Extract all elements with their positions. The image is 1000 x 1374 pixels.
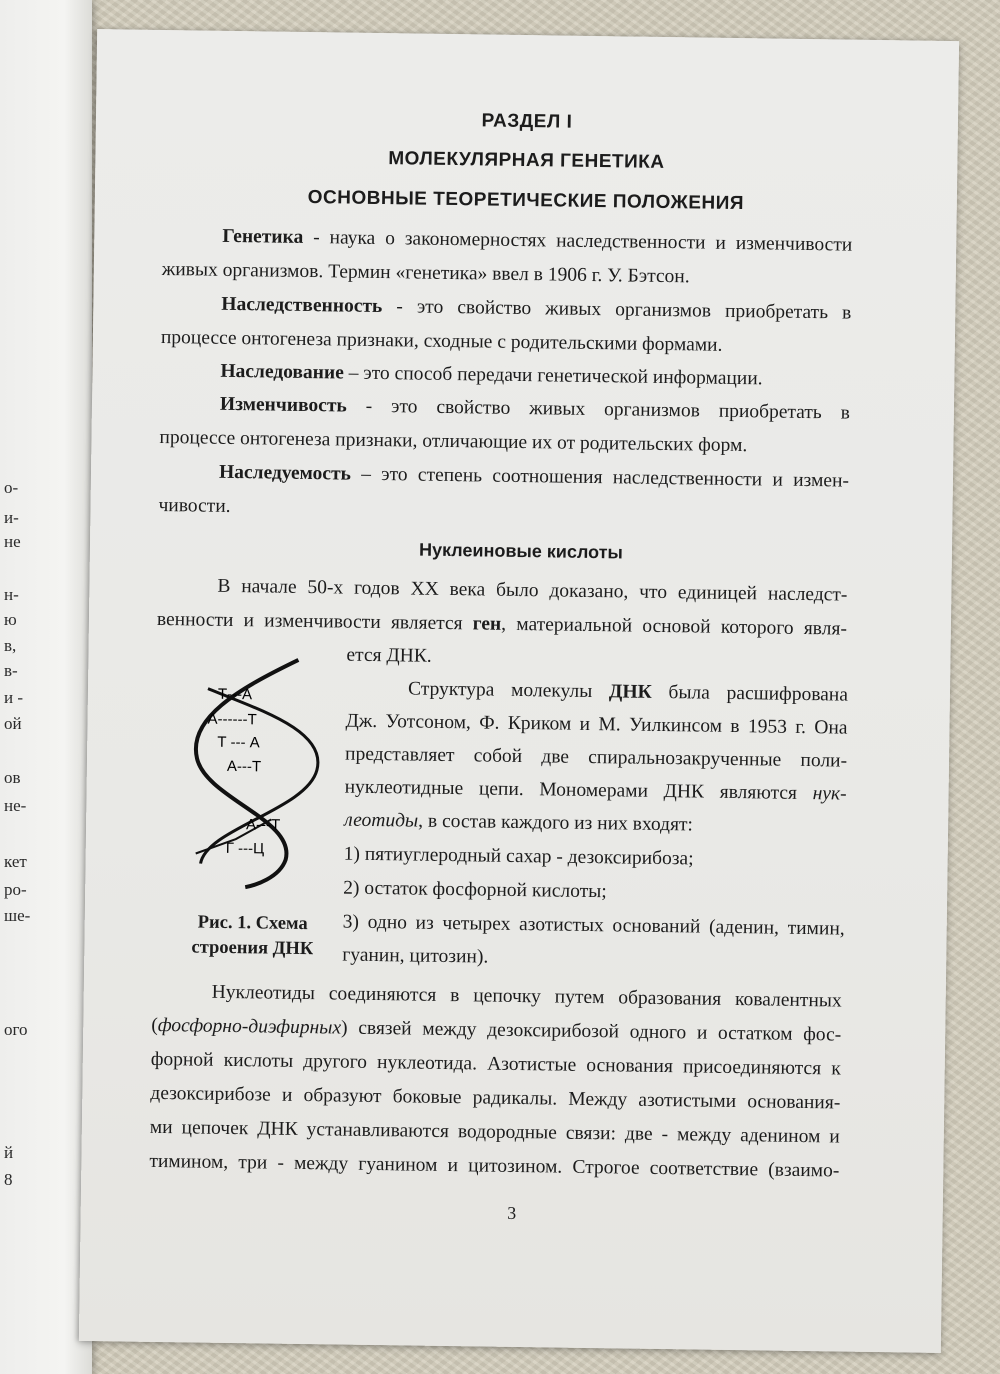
definition-text: – это способ передачи генетической информации. <box>343 362 763 390</box>
list-item-cont: гуанин, цитозин). <box>342 944 489 968</box>
definition-inheritance <box>220 362 850 390</box>
definition-heritability <box>219 463 849 491</box>
term-genetics: Генетика <box>222 225 304 248</box>
paragraph-line: представляет собой две спиральнозакрученные поли- <box>344 743 848 772</box>
text-run: ( <box>151 1014 158 1036</box>
definition-text: – это степень соотношения наследственности и измен- <box>350 463 850 492</box>
chapter-subtitle: ОСНОВНЫЕ ТЕОРЕТИЧЕСКИЕ ПОЛОЖЕНИЯ <box>307 187 745 215</box>
left-fragment: о- <box>4 478 19 497</box>
left-page-text-fragments <box>0 0 92 1374</box>
paragraph-line: В начале 50-х годов XX века было доказано, что единицей наследст- <box>217 575 848 606</box>
figure-caption <box>172 910 333 962</box>
paragraph-line: дезоксирибозе и образуют боковые радикалы. Между азотистыми основания- <box>150 1082 841 1114</box>
left-fragment: й <box>4 1143 14 1162</box>
left-fragment: и- <box>4 508 19 527</box>
paragraph-line: ми цепочек ДНК устанавливаются водородные связи: две - между аденином и <box>149 1116 840 1148</box>
paragraph-line: Нуклеотиды соединяются в цепочку путем образования ковалентных <box>211 981 842 1012</box>
left-fragment: не <box>4 532 21 551</box>
definition-genetics-cont: живых организмов. Термин «генетика» ввел в 1906 г. У. Бэтсон. <box>161 258 690 288</box>
paragraph-line: тимином, три - между гуанином и цитозином. Строгое соответствие (взаимо- <box>149 1150 840 1182</box>
left-fragment: ю <box>4 610 17 629</box>
term-heredity: Наследственность <box>221 293 383 318</box>
base-pair-label: А---Т <box>226 757 262 776</box>
term-variability: Изменчивость <box>219 393 347 417</box>
subsection-heading: Нуклеиновые кислоты <box>418 539 624 563</box>
definition-text: - наука о закономерностях наследственности и изменчивости <box>303 226 853 256</box>
left-fragment: ов <box>4 768 21 787</box>
left-fragment: н- <box>4 585 19 604</box>
paragraph-line: форной кислоты другого нуклеотида. Азотистые основания присоединяются к <box>150 1048 841 1080</box>
definition-heredity-cont: процессе онтогенеза признаки, сходные с родительскими формами. <box>160 326 723 356</box>
text-run: нуклеотидные цепи. Мономерами ДНК являются <box>344 776 813 805</box>
term-dna: ДНК <box>608 681 652 703</box>
dna-helix-figure <box>175 648 348 890</box>
section-heading: РАЗДЕЛ I <box>481 110 573 133</box>
base-pair-label: А------Т <box>207 710 257 729</box>
definition-variability <box>220 395 850 423</box>
base-pair-label: Т --- А <box>217 733 260 752</box>
term-nucleotides: нук- <box>812 783 847 805</box>
list-item: 2) остаток фосфорной кислоты; <box>343 877 607 903</box>
left-fragment: ше- <box>4 906 31 925</box>
text-run: ) связей между дезоксирибозой одного и остатком фос- <box>340 1017 842 1046</box>
definition-heritability-cont: чивости. <box>158 494 231 517</box>
list-item: 3) одно из четырех азотистых оснований (аденин, тимин, <box>342 911 845 940</box>
definition-text: - это свойство живых организмов приобретать в <box>382 296 852 324</box>
definition-heredity <box>221 295 851 323</box>
list-item: 1) пятиуглеродный сахар - дезоксирибоза; <box>343 843 694 870</box>
paragraph-line: Дж. Уотсоном, Ф. Криком и М. Уилкинсом в 1953 г. Она <box>345 710 848 739</box>
text-run: , материальной основой которого явля- <box>501 613 848 640</box>
left-fragment: в- <box>4 661 18 680</box>
left-fragment: ого <box>4 1020 28 1039</box>
left-fragment: в, <box>4 636 17 655</box>
paragraph-line: ется ДНК. <box>346 644 432 667</box>
left-fragment: и - <box>4 688 24 707</box>
book-page <box>79 29 959 1353</box>
definition-variability-cont: процессе онтогенеза признаки, отличающие их от родительских форм. <box>159 426 748 457</box>
paragraph-line <box>345 778 847 805</box>
term-nucleotides-cont: леотиды <box>344 809 419 832</box>
definition-text: - это свойство живых организмов приобретать в <box>346 395 851 424</box>
base-pair-label: Т---А <box>217 685 253 704</box>
term-phosphodiester: фосфорно-диэфирных <box>157 1014 342 1039</box>
left-fragment: ро- <box>4 880 27 899</box>
paragraph-line <box>408 679 848 705</box>
page-number: 3 <box>507 1202 517 1224</box>
caption-line: Рис. 1. Схема <box>197 912 308 935</box>
text-run: была расшифрована <box>651 681 849 706</box>
text-run: венности и изменчивости является <box>156 608 473 635</box>
term-heritability: Наследуемость <box>218 461 352 485</box>
left-page-edge <box>0 0 92 1374</box>
paragraph-line <box>157 610 847 639</box>
text-run: , в состав каждого из них входят: <box>418 810 694 836</box>
chapter-title: МОЛЕКУЛЯРНАЯ ГЕНЕТИКА <box>388 148 665 173</box>
paragraph-line <box>344 811 846 838</box>
paragraph-line <box>151 1016 841 1045</box>
base-pair-label: Г ---Ц <box>225 839 265 858</box>
term-inheritance: Наследование <box>220 360 345 384</box>
left-fragment: кет <box>4 852 27 871</box>
text-run: Структура молекулы <box>407 678 610 703</box>
left-fragment: ой <box>4 714 22 733</box>
term-gene: ген <box>472 613 502 635</box>
definition-genetics <box>222 227 852 255</box>
left-fragment: не- <box>4 796 27 815</box>
left-fragment: 8 <box>4 1170 13 1189</box>
caption-line: строения ДНК <box>191 937 314 960</box>
base-pair-label: А---Т <box>245 816 281 834</box>
